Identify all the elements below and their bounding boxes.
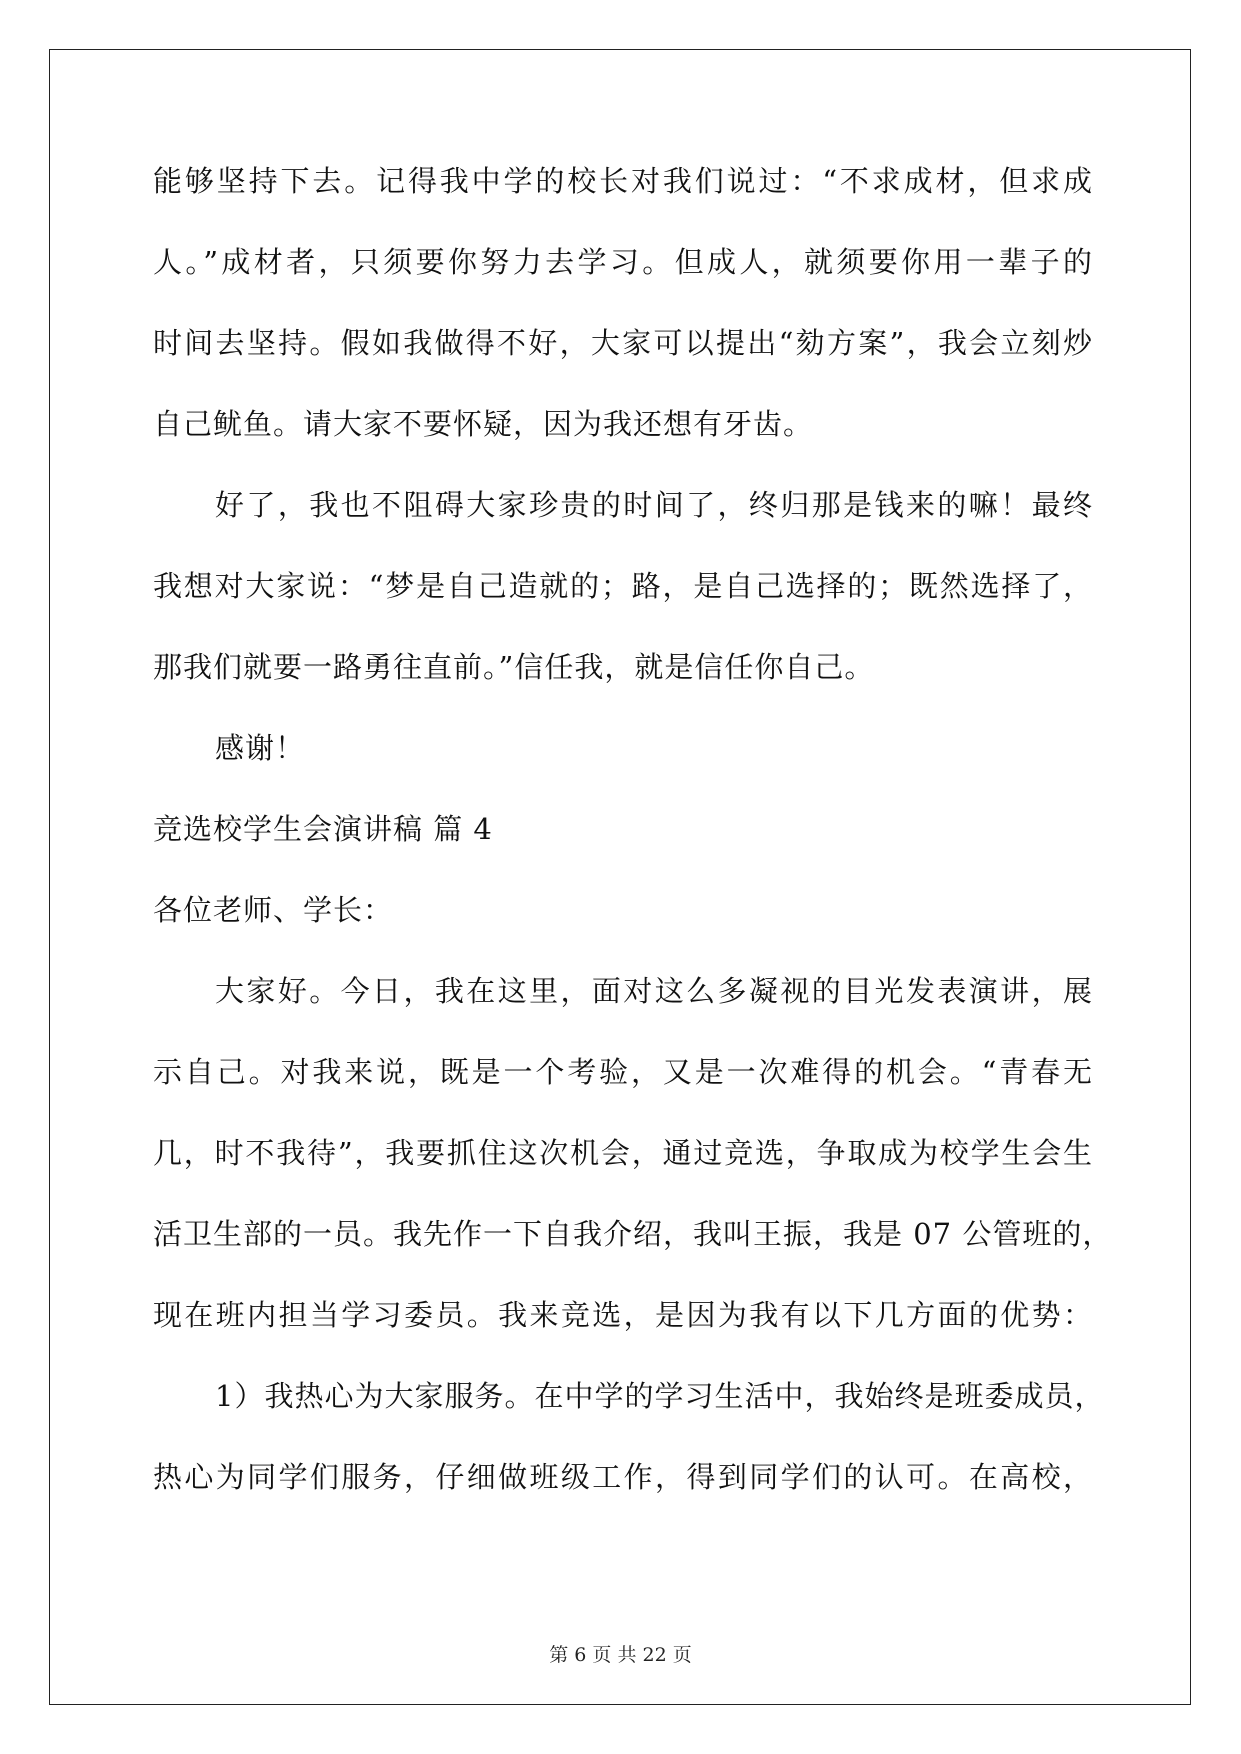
text-line: 1）我热心为大家服务。在中学的学习生活中，我始终是班委成员， — [215, 1379, 1105, 1413]
text-line: 好了，我也不阻碍大家珍贵的时间了，终归那是钱来的嘛！最终 — [215, 488, 1093, 522]
text-line: 我想对大家说：“梦是自己造就的；路，是自己选择的；既然选择了， — [153, 569, 1093, 603]
text-line: 能够坚持下去。记得我中学的校长对我们说过：“不求成材，但求成 — [153, 164, 1093, 198]
text-line: 示自己。对我来说，既是一个考验，又是一次难得的机会。“青春无 — [153, 1055, 1093, 1089]
text-line: 活卫生部的一员。我先作一下自我介绍，我叫王振，我是 07 公管班的， — [153, 1217, 1113, 1251]
document-body — [153, 161, 1113, 1538]
text-line: 那我们就要一路勇往直前。”信任我，就是信任你自己。 — [153, 650, 875, 684]
text-line: 大家好。今日，我在这里，面对这么多凝视的目光发表演讲，展 — [215, 974, 1093, 1008]
text-line: 人。”成材者，只须要你努力去学习。但成人，就须要你用一辈子的 — [153, 245, 1093, 279]
text-line: 几，时不我待”，我要抓住这次机会，通过竞选，争取成为校学生会生 — [153, 1136, 1093, 1170]
text-line: 热心为同学们服务，仔细做班级工作，得到同学们的认可。在高校， — [153, 1460, 1093, 1494]
page-number-footer: 第 6 页 共 22 页 — [549, 1644, 692, 1666]
text-line: 竞选校学生会演讲稿 篇 4 — [153, 812, 493, 846]
text-line: 时间去坚持。假如我做得不好，大家可以提出“劾方案”，我会立刻炒 — [153, 326, 1093, 360]
text-line: 现在班内担当学习委员。我来竞选，是因为我有以下几方面的优势： — [153, 1298, 1093, 1332]
text-line: 各位老师、学长： — [153, 893, 394, 927]
text-line: 自己鱿鱼。请大家不要怀疑，因为我还想有牙齿。 — [153, 407, 814, 441]
text-line: 感谢！ — [215, 731, 306, 765]
